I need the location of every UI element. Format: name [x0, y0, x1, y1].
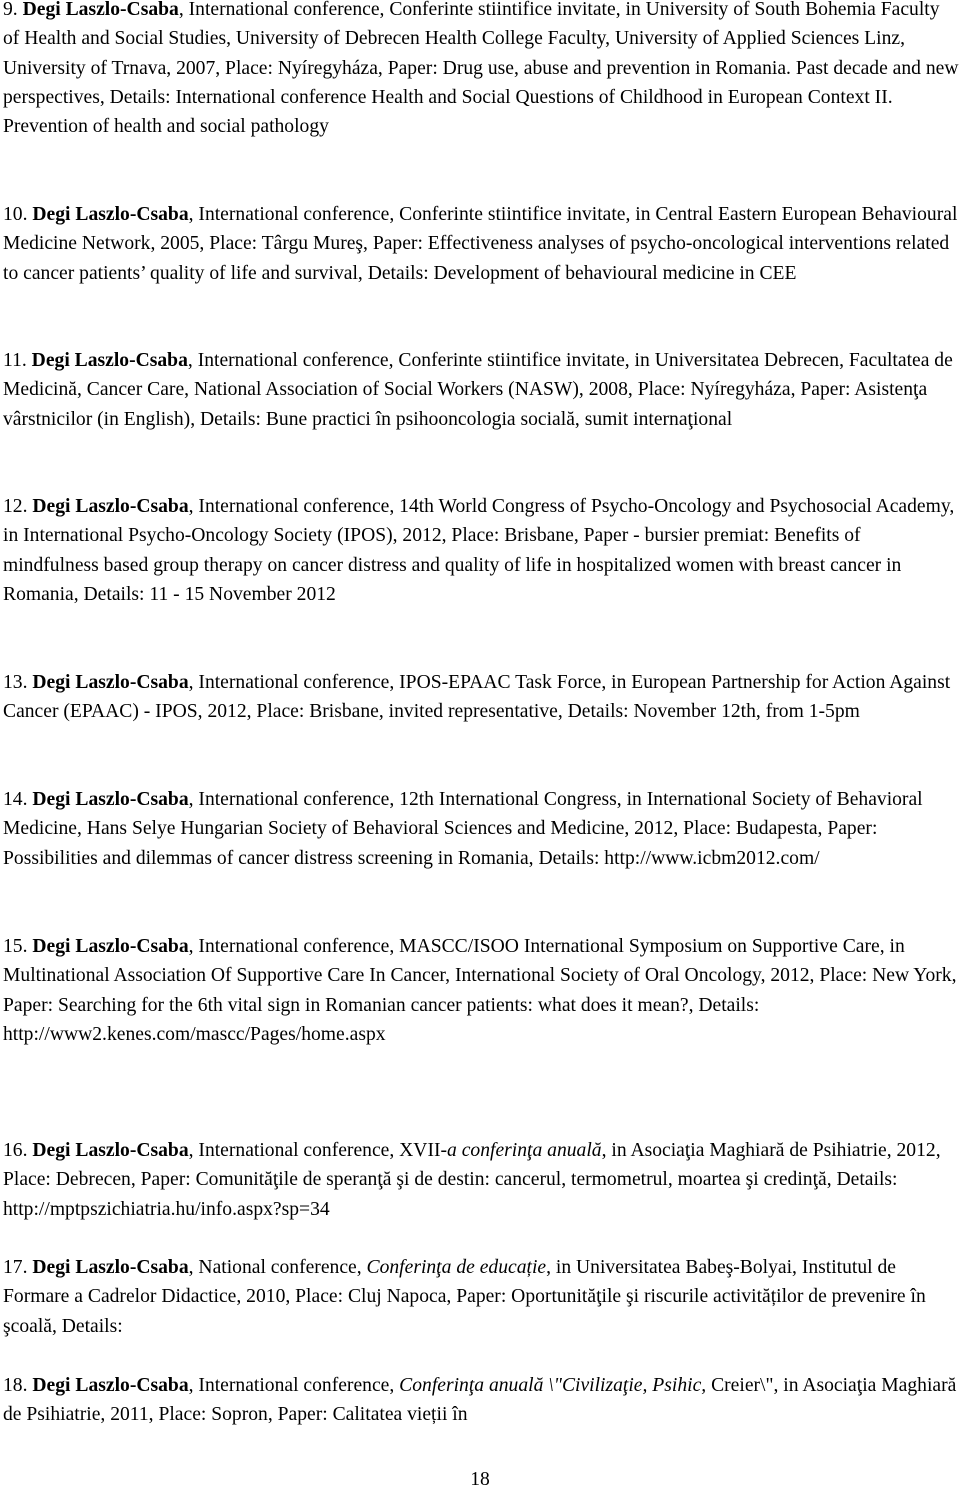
entry-number: 13. — [3, 672, 28, 693]
entry-author: Degi Laszlo-Csaba — [32, 1257, 189, 1278]
entry-number: 17. — [3, 1257, 28, 1278]
entry-text-after: Creier\", in Asociaţia Maghiară de Psihiatrie, 2011, Place: Sopron, Paper: Calitatea vieții în — [3, 1375, 957, 1426]
entry-author: Degi Laszlo-Csaba — [32, 1140, 189, 1161]
entry-number: 14. — [3, 789, 28, 810]
conference-entry-15 — [3, 932, 960, 1049]
entry-text: , International conference, MASCC/ISOO International Symposium on Supportive Care, in Multinational Association Of Supportive Care In Cancer, International Society of Oral Oncology, 2012, Place: New York, Paper: Searching for the 6th vital sign in Romanian cancer patients: what does it mean?, Details: http://www2.kenes.com/mascc/Pages/home.aspx — [3, 936, 957, 1045]
entry-text: , International conference, Conferinte stiintifice invitate, in University of South Bohemia Faculty of Health and Social Studies, University of Debrecen Health College Faculty, University of Applied Sciences Linz, University of Trnava, 2007, Place: Nyíregyháza, Paper: Drug use, abuse and prevention in Romania. Past decade and new perspectives, Details: International conference Health and Social Questions of Childhood in European Context II. Prevention of health and social pathology — [3, 0, 959, 138]
entry-author: Degi Laszlo-Csaba — [32, 204, 189, 225]
entry-text: , International conference, 14th World Congress of Psycho-Oncology and Psychosocial Academy, in International Psycho-Oncology Society (IPOS), 2012, Place: Brisbane, Paper - bursier premiat: Benefits of mindfulness based group therapy on cancer distress and quality of life in hospitalized women with breast cancer in Romania, Details: 11 - 15 November 2012 — [3, 496, 955, 605]
entry-number: 9. — [3, 0, 18, 20]
conference-entry-11 — [3, 346, 960, 434]
conference-entry-13 — [3, 668, 960, 727]
entry-text: , International conference, IPOS-EPAAC Task Force, in European Partnership for Action Against Cancer (EPAAC) - IPOS, 2012, Place: Brisbane, invited representative, Details: November 12th, from 1-5pm — [3, 672, 951, 723]
conference-entry-9 — [3, 0, 960, 141]
entry-author: Degi Laszlo-Csaba — [32, 496, 189, 517]
entry-text: , International conference, Conferinte stiintifice invitate, in Central Eastern European Behavioural Medicine Network, 2005, Place: Târgu Mureş, Paper: Effectiveness analyses of psycho-oncological interventions related to cancer patients’ quality of life and survival, Details: Development of behavioural medicine in CEE — [3, 204, 958, 284]
entry-number: 11. — [3, 350, 27, 371]
entry-author: Degi Laszlo-Csaba — [32, 672, 189, 693]
entry-text: , International conference, Conferinte stiintifice invitate, in Universitatea Debrecen, Facultatea de Medicină, Cancer Care, National Association of Social Workers (NASW), 2008, Place: Nyíregyháza, Paper: Asistenţa vârstnicilor (in English), Details: Bune practici în psihooncologia socială, sumit internaţional — [3, 350, 953, 430]
entry-text: , International conference, 12th International Congress, in International Society of Behavioral Medicine, Hans Selye Hungarian Society of Behavioral Sciences and Medicine, 2012, Place: Budapesta, Paper: Possibilities and dilemmas of cancer distress screening in Romania, Details: http://www.icbm2012.com/ — [3, 789, 923, 869]
conference-entry-17 — [3, 1253, 960, 1341]
entry-number: 12. — [3, 496, 28, 517]
entry-author: Degi Laszlo-Csaba — [22, 0, 179, 20]
conference-entry-18 — [3, 1371, 960, 1430]
conference-entry-12 — [3, 492, 960, 609]
conference-entry-16 — [3, 1136, 960, 1224]
entry-author: Degi Laszlo-Csaba — [32, 936, 189, 957]
entry-number: 10. — [3, 204, 28, 225]
entry-text-after: , in Asociaţia Maghiară de Psihiatrie, 2012, Place: Debrecen, Paper: Comunităţile de speranţă şi de destin: cancerul, termometrul, moartea şi credinţă, Details: http://mptpszichiatria.hu/info.aspx?sp=34 — [3, 1140, 941, 1220]
page-number: 18 — [470, 1469, 490, 1490]
entry-number: 18. — [3, 1375, 28, 1396]
entry-author: Degi Laszlo-Csaba — [32, 789, 189, 810]
entry-conference-title: Conferinţa de educație — [366, 1257, 547, 1278]
entry-text-after: , in Universitatea Babeş-Bolyai, Institutul de Formare a Cadrelor Didactice, 2010, Place: Cluj Napoca, Paper: Oportunităţile şi riscurile activităților de prevenire în şcoală, Details: — [3, 1257, 926, 1337]
entry-text-before: , International conference, — [188, 1375, 400, 1396]
entry-author: Degi Laszlo-Csaba — [31, 350, 188, 371]
conference-entry-10 — [3, 200, 960, 288]
entry-number: 15. — [3, 936, 28, 957]
conference-entry-14 — [3, 785, 960, 873]
entry-author: Degi Laszlo-Csaba — [32, 1375, 189, 1396]
entry-conference-title: a conferinţa anuală — [447, 1140, 602, 1161]
entry-text-before: , National conference, — [188, 1257, 367, 1278]
entry-conference-title: Conferinţa anuală \"Civilizaţie, Psihic, — [399, 1375, 707, 1396]
entry-number: 16. — [3, 1140, 28, 1161]
entry-text-before: , International conference, XVII- — [188, 1140, 448, 1161]
